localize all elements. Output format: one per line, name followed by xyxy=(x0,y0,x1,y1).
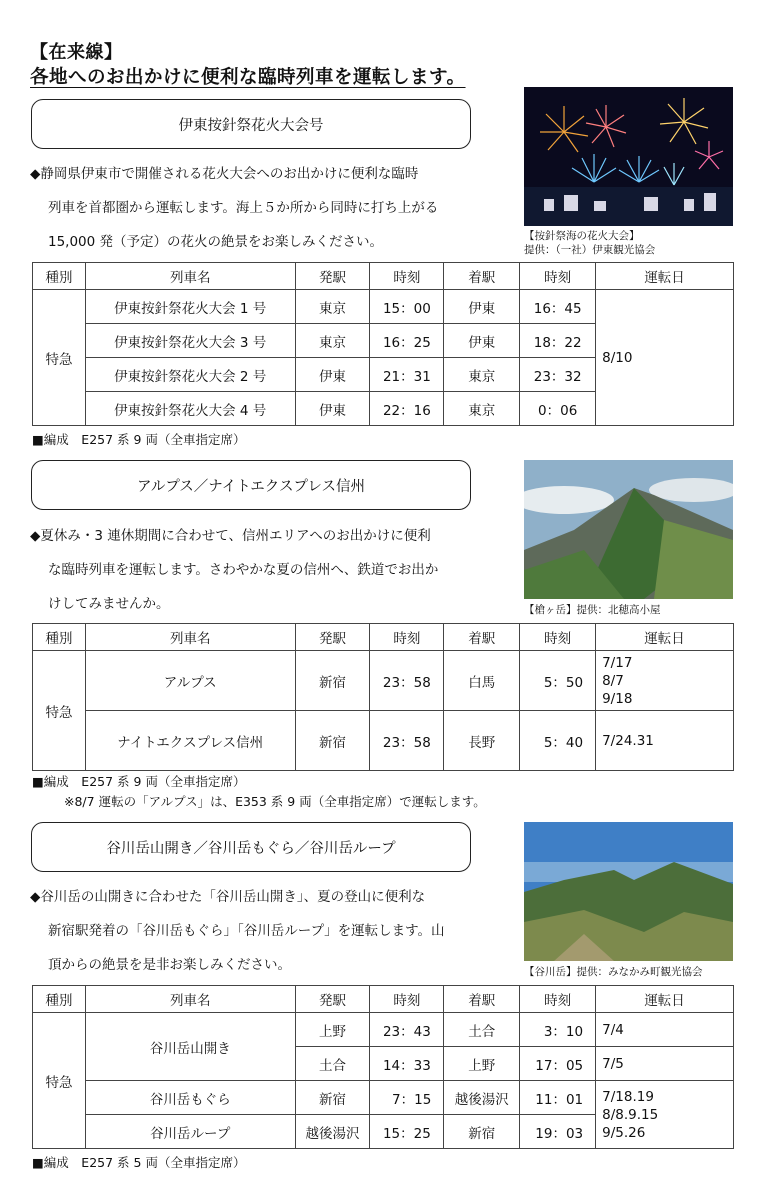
table-row xyxy=(33,1081,734,1115)
dep-time: 23：43 xyxy=(370,1013,444,1047)
arr-time: 18：22 xyxy=(520,324,596,358)
dep-station: 土合 xyxy=(295,1047,370,1081)
col-header: 時刻 xyxy=(520,263,596,290)
arr-station: 東京 xyxy=(444,358,520,392)
ridge-photo xyxy=(524,822,733,961)
col-header: 着駅 xyxy=(444,263,520,290)
dep-time: 15：25 xyxy=(370,1115,444,1149)
col-header: 時刻 xyxy=(370,624,444,651)
dep-station: 伊東 xyxy=(295,392,370,426)
dep-time: 21：31 xyxy=(370,358,444,392)
arr-station: 伊東 xyxy=(444,324,520,358)
desc-line: 15,000 発（予定）の花火の絶景をお楽しみください。 xyxy=(48,234,384,250)
col-header: 運転日 xyxy=(596,263,734,290)
caption-line: 【按針祭海の花火大会】 xyxy=(524,230,640,242)
arr-station: 上野 xyxy=(444,1047,520,1081)
train-name: 伊東按針祭花火大会 2 号 xyxy=(85,358,295,392)
arr-time: 3：10 xyxy=(520,1013,596,1047)
run-day: 8/8.9.15 xyxy=(602,1106,659,1123)
table-row xyxy=(33,290,734,324)
col-header: 着駅 xyxy=(444,986,520,1013)
col-header: 時刻 xyxy=(520,986,596,1013)
formation-note: ■編成 E257 系 9 両（全車指定席） xyxy=(32,774,246,789)
photo-caption xyxy=(524,229,655,257)
section-description xyxy=(30,880,500,982)
arr-station: 伊東 xyxy=(444,290,520,324)
caption-line: 提供：（一社）伊東観光協会 xyxy=(524,244,656,256)
col-header: 運転日 xyxy=(596,624,734,651)
arr-station: 越後湯沢 xyxy=(444,1081,520,1115)
arr-time: 19：03 xyxy=(520,1115,596,1149)
section-description xyxy=(30,519,500,621)
dep-time: 7：15 xyxy=(370,1081,444,1115)
arr-station: 長野 xyxy=(444,711,520,771)
col-header: 時刻 xyxy=(370,986,444,1013)
table-row xyxy=(33,1013,734,1047)
train-name: アルプス xyxy=(85,651,295,711)
train-type: 特急 xyxy=(33,1013,86,1149)
arr-time: 0：06 xyxy=(520,392,596,426)
dep-station: 新宿 xyxy=(295,1081,370,1115)
col-header: 種別 xyxy=(33,624,86,651)
train-name: 伊東按針祭花火大会 1 号 xyxy=(85,290,295,324)
run-days: 7/5 xyxy=(596,1047,734,1081)
arr-time: 23：32 xyxy=(520,358,596,392)
dep-station: 東京 xyxy=(295,290,370,324)
timetable xyxy=(32,262,734,426)
col-header: 着駅 xyxy=(444,624,520,651)
dep-station: 新宿 xyxy=(295,711,370,771)
arr-station: 白馬 xyxy=(444,651,520,711)
run-day: 8/7 xyxy=(602,672,624,689)
section-title-box-alps xyxy=(31,460,471,510)
dep-time: 14：33 xyxy=(370,1047,444,1081)
arr-station: 土合 xyxy=(444,1013,520,1047)
dep-time: 22：16 xyxy=(370,392,444,426)
col-header: 列車名 xyxy=(85,624,295,651)
table-header-row xyxy=(33,624,734,651)
train-type: 特急 xyxy=(33,651,86,771)
arr-time: 5：50 xyxy=(520,651,596,711)
col-header: 列車名 xyxy=(85,986,295,1013)
arr-time: 5：40 xyxy=(520,711,596,771)
arr-station: 東京 xyxy=(444,392,520,426)
col-header: 運転日 xyxy=(596,986,734,1013)
arr-time: 11：01 xyxy=(520,1081,596,1115)
dep-time: 23：58 xyxy=(370,711,444,771)
desc-line: ◆谷川岳の山開きに合わせた「谷川岳山開き」、夏の登山に便利な xyxy=(30,889,426,905)
fireworks-photo xyxy=(524,87,733,226)
dep-station: 新宿 xyxy=(295,651,370,711)
run-days: 7/24.31 xyxy=(596,711,734,771)
col-header: 列車名 xyxy=(85,263,295,290)
dep-station: 伊東 xyxy=(295,358,370,392)
arr-time: 16：45 xyxy=(520,290,596,324)
col-header: 時刻 xyxy=(370,263,444,290)
col-header: 時刻 xyxy=(520,624,596,651)
dep-time: 15：00 xyxy=(370,290,444,324)
formation-note: ■編成 E257 系 5 両（全車指定席） xyxy=(32,1155,246,1170)
run-days: 8/10 xyxy=(596,290,734,426)
arr-time: 17：05 xyxy=(520,1047,596,1081)
section-title-box-ito xyxy=(31,99,471,149)
train-name: 谷川岳ループ xyxy=(85,1115,295,1149)
page-heading-category: 【在来線】 xyxy=(30,42,123,63)
caption-line: 【槍ヶ岳】提供：北穂高小屋 xyxy=(524,604,661,616)
run-day: 7/17 xyxy=(602,654,633,671)
run-days xyxy=(596,1081,734,1149)
train-type: 特急 xyxy=(33,290,86,426)
col-header: 発駅 xyxy=(295,986,370,1013)
mountain-photo xyxy=(524,460,733,599)
table-header-row xyxy=(33,263,734,290)
dep-time: 16：25 xyxy=(370,324,444,358)
section-description xyxy=(30,157,500,259)
run-day: 9/18 xyxy=(602,690,633,707)
timetable xyxy=(32,623,734,771)
table-row xyxy=(33,651,734,711)
photo-caption xyxy=(524,603,661,617)
section-title-box-tanigawa xyxy=(31,822,471,872)
timetable xyxy=(32,985,734,1149)
caption-line: 【谷川岳】提供：みなかみ町観光協会 xyxy=(524,966,703,978)
photo-caption xyxy=(524,965,703,979)
dep-station: 上野 xyxy=(295,1013,370,1047)
col-header: 種別 xyxy=(33,263,86,290)
arr-station: 新宿 xyxy=(444,1115,520,1149)
train-name: 伊東按針祭花火大会 3 号 xyxy=(85,324,295,358)
table-row xyxy=(33,711,734,771)
section-title: 谷川岳山開き／谷川岳もぐら／谷川岳ループ xyxy=(106,840,396,857)
desc-line: ◆夏休み・3 連休期間に合わせて、信州エリアへのお出かけに便利 xyxy=(30,528,431,544)
desc-line: 列車を首都圏から運転します。海上５か所から同時に打ち上がる xyxy=(48,200,439,216)
page-heading-title: 各地へのお出かけに便利な臨時列車を運転します。 xyxy=(30,67,466,88)
run-day: 9/5.26 xyxy=(602,1124,646,1141)
desc-line: 新宿駅発着の「谷川岳もぐら」「谷川岳ループ」を運転します。山 xyxy=(48,923,445,939)
train-name: 谷川岳もぐら xyxy=(85,1081,295,1115)
section-title: アルプス／ナイトエクスプレス信州 xyxy=(136,478,366,495)
train-name: 谷川岳山開き xyxy=(85,1013,295,1081)
run-days xyxy=(596,651,734,711)
col-header: 発駅 xyxy=(295,624,370,651)
train-name: ナイトエクスプレス信州 xyxy=(85,711,295,771)
dep-time: 23：58 xyxy=(370,651,444,711)
dep-station: 東京 xyxy=(295,324,370,358)
col-header: 種別 xyxy=(33,986,86,1013)
operation-note: ※8/7 運転の「アルプス」は、E353 系 9 両（全車指定席）で運転します。 xyxy=(64,794,486,809)
dep-station: 越後湯沢 xyxy=(295,1115,370,1149)
desc-line: けしてみませんか。 xyxy=(48,596,170,612)
desc-line: 頂からの絶景を是非お楽しみください。 xyxy=(48,957,291,973)
section-title: 伊東按針祭花火大会号 xyxy=(178,117,324,134)
desc-line: ◆静岡県伊東市で開催される花火大会へのお出かけに便利な臨時 xyxy=(30,166,419,182)
run-days: 7/4 xyxy=(596,1013,734,1047)
run-day: 7/18.19 xyxy=(602,1088,654,1105)
formation-note: ■編成 E257 系 9 両（全車指定席） xyxy=(32,432,246,447)
table-header-row xyxy=(33,986,734,1013)
train-name: 伊東按針祭花火大会 4 号 xyxy=(85,392,295,426)
desc-line: な臨時列車を運転します。さわやかな夏の信州へ、鉄道でお出か xyxy=(48,562,439,578)
col-header: 発駅 xyxy=(295,263,370,290)
